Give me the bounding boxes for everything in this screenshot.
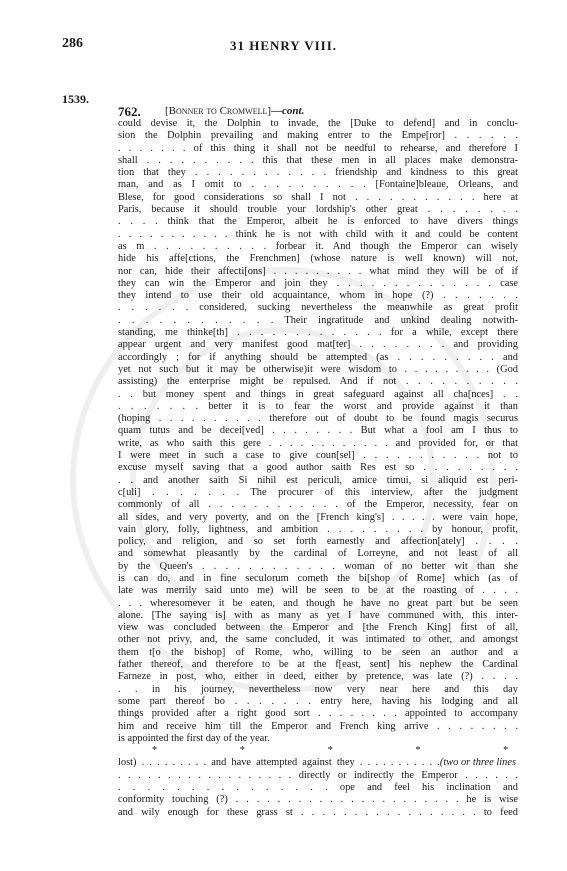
text-line: hide his affe[ctions, the Frenchmen] (whose nature is well known) will not, — [118, 253, 518, 265]
heading-close-bracket: ] — [267, 105, 272, 117]
text-line: I were meet in such a case to give coun[sel] . . . . . . . . . . . not to — [118, 450, 518, 462]
text-line: and somewhat pleasantly by the cardinal of Lorreyne, and not least of all — [118, 548, 518, 560]
text-line: . . in his journey, nevertheless now very near here and this day — [118, 683, 518, 695]
text-line: some part thereof bo . . . . . . . entry here, having his lodging and all — [118, 695, 518, 707]
text-line: things provided after a right good sort . . . . . . . . appointed to accompany — [118, 708, 518, 720]
text-line: by the Queen's . . . . . . . . . . . . woman of no better wit than she — [118, 560, 518, 572]
text-line: all sides, and very poverty, and on the [French king's] . . . . . were vain hope, — [118, 511, 518, 523]
margin-year: 1539. — [62, 92, 89, 106]
heading-title: Bonner to Cromwell — [168, 105, 268, 117]
text-line: quam tutus and be decei[ved] . . . . . . . . But what a fool am I thus to — [118, 425, 518, 437]
text-line: man, and as I omit to . . . . . . . . . . [Fontaine]bleaue, Orleans, and — [118, 179, 518, 191]
heading-open-bracket: [ — [165, 105, 169, 117]
text-line: . . . . . . . of this thing it shall not be needful to rehearse, and therefore I — [118, 142, 518, 154]
text-line: as m . . . . . . . . . . forbear it. And though the Emperor can wisely — [118, 240, 518, 252]
text-line: conformity touching (?) . . . . . . . . . . . . . . . . . . . . . . he is wise — [118, 794, 518, 806]
text-line: . . . . . . considered, sucking nevertheless the meanwhile as great profit — [118, 302, 518, 314]
text-line: father thereof, and therefore to be at the f[east, sent] his nephew the Cardinal — [118, 659, 518, 671]
entry-heading — [165, 105, 304, 117]
bracket-note: (two or three lines — [439, 757, 516, 769]
text-line: and wily enough for these grass st . . . . . . . . . . . . . . . . . to feed — [118, 806, 518, 818]
text-line: tion that they . . . . . . . . . . . . friendship and kindness to this great — [118, 167, 518, 179]
text-line: other not privy, and, the same concluded, it was intimated to other, and amongst — [118, 634, 518, 646]
text-line: Farneze in post, who, either in deed, either by pretence, was late (?) . . . . — [118, 671, 518, 683]
text-line: . . . . . . . . . . . . . . . ope and feel his inclination and — [118, 782, 518, 794]
text-line: . . . wheresomever it be eaten, and though he have no great part but be seen — [118, 597, 518, 609]
text-line: assisting) the enterprise might be repulsed. And if not . . . . . . . . . . — [118, 376, 518, 388]
text-line: vain glory, folly, lightness, and ambition . . . . . . . . . by honour, profit, — [118, 523, 518, 535]
text-line: policy, and religion, and so set forth earnestly and affection[ately] . . . . — [118, 536, 518, 548]
text-line: yet not such but it may be otherwise)it were wisdom to . . . . . . . . . (God — [118, 363, 518, 375]
text-line: write, as who saith this gere . . . . . . . . . . . . and provided for, or that — [118, 437, 518, 449]
heading-continued: —cont. — [271, 105, 305, 117]
text-line: could devise it, the Dolphin to invade, the [Duke to defend] and in conclu- — [118, 118, 518, 129]
text-line: they can win the Emperor and join they . . . . . . . . . . . . . . case — [118, 277, 518, 289]
text-line: nor can, hide their affecti[ons] . . . . . . . . . what mind they will be of if — [118, 265, 518, 277]
text-line: . . and another saith Si nihil est periculi, amice timui, si aliquid est peri- — [118, 474, 518, 486]
text-line: late was merrily said unto me) will be seen to be at the roasting of . . . . — [118, 585, 518, 597]
text-line: . . but money spent and things in great safeguard against all cha[nces] . . — [118, 388, 518, 400]
text-line: them t[o the bishop] of Rome, who, willing to be seen an author and a — [118, 646, 518, 658]
text-line: . . . . . . . . . . . . Their ingratitude and unkind dealing notwith- — [118, 314, 518, 326]
text-line: . . . . . . . . . . . think he is not with child with it and could be content — [118, 228, 518, 240]
text-line: standing, me thinke[th] . . . . . . . . . . . . . for a while, except there — [118, 327, 518, 339]
entry-number: 762. — [118, 104, 141, 119]
text-line: commonly of all . . . . . . . . . . . . of the Emperor, necessity, fear on — [118, 499, 518, 511]
text-line: appear urgent and very manifest good mat[ter] . . . . . . . . and providing — [118, 339, 518, 351]
letter-body — [118, 118, 549, 819]
text-line: sion the Dolphin prevailing and making entrer to the Empe[ror] . . . . . . — [118, 130, 518, 142]
text-line: is appointed the first day of the year. — [118, 732, 270, 744]
text-line: him and receive him till the Emperor and French king arrive . . . . . . . . — [118, 720, 518, 732]
text-line: c[uli] . . . . . . . The procurer of this interview, after the judgment — [118, 486, 518, 498]
running-title: 31 HENRY VIII. — [229, 38, 338, 53]
text-line: . . . . . . . better it is to fear the worst and provide against it than — [118, 400, 518, 412]
text-line: they intend to use their old acquaintance, whom in hope (?) . . . . . . . — [118, 290, 518, 302]
text-line: shall . . . . . . . . . . this that these men in all places make demonstra- — [118, 154, 518, 166]
text-line: excuse myself saving that a good author saith Res est so . . . . . . . . . — [118, 462, 518, 474]
text-line: (hoping . . . . . . . . . . therefore out of doubt to be found magis securus — [118, 413, 518, 425]
text-line: alone. [The saying is] with as many as yet I have communed with, this inter- — [118, 609, 518, 621]
text-line: Blese, for good considerations so shall I not . . . . . . . . . . . here at — [118, 191, 518, 203]
omission-stars: * * * * * — [152, 745, 549, 757]
text-line: accordingly ; for if anything should be attempted (as . . . . . . . . . and — [118, 351, 518, 363]
text-line: . . . . . . . . . . . . . . . . . . directly or indirectly the Emperor . . . . . . — [118, 769, 518, 781]
text-line: is can do, and in fine seculorum cometh the bi[shop of Rome] which (as of — [118, 572, 518, 584]
text-line: view was concluded between the Emperor and [the French King] first of all, — [118, 622, 518, 634]
page-number: 286 — [62, 36, 83, 51]
text-line: . . . . think that the Emperor, albeit he is enforced to have divers things — [118, 216, 518, 228]
text-line: Paris, because it should trouble your lordship's other great . . . . . . . . — [118, 204, 518, 216]
text-line: lost) . . . . . . . . . and have attempted against they . . . . . . . . . . . — [118, 757, 440, 769]
